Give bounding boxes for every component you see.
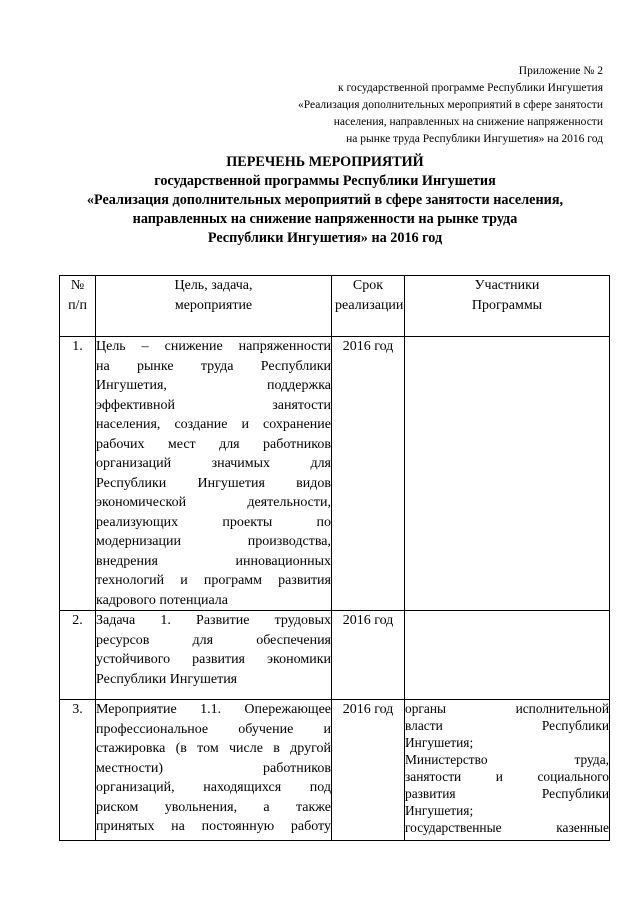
participant-line: Ингушетия; xyxy=(405,803,474,818)
goal-line: Цель – снижение напряженности xyxy=(96,339,331,354)
row-participants xyxy=(405,700,610,841)
appendix-note xyxy=(243,63,603,148)
participant-line: развития Республики xyxy=(405,786,609,801)
header-text: Цель, задача, xyxy=(174,278,253,293)
header-text: Срок xyxy=(352,278,384,293)
title-line: Республики Ингушетия» на 2016 год xyxy=(207,230,443,246)
header-text: п/п xyxy=(68,297,87,313)
goal-line: ресурсов для обеспечения xyxy=(96,632,331,648)
goal-line: модернизации производства, xyxy=(96,534,331,549)
goal-line: населения, создание и сохранение xyxy=(96,417,331,432)
goal-line: организаций, находящихся под xyxy=(96,780,331,795)
goal-line: Ингушетия, поддержка xyxy=(96,378,331,393)
header-text: Программы xyxy=(471,297,543,313)
goal-line: профессиональное обучение и xyxy=(96,721,331,737)
goal-line: рабочих мест для работников xyxy=(96,436,331,452)
title-line: ПЕРЕЧЕНЬ МЕРОПРИЯТИЙ xyxy=(226,154,424,170)
goal-line: внедрения инновационных xyxy=(96,553,331,569)
header-text: Участники xyxy=(474,278,540,293)
goal-line: Мероприятие 1.1. Опережающее xyxy=(96,702,331,717)
participant-line: власти Республики xyxy=(405,718,609,733)
row-term: 2016 год xyxy=(332,611,405,700)
goal-line: эффективной занятости xyxy=(96,397,331,413)
header-goal xyxy=(96,276,332,337)
row-term: 2016 год xyxy=(332,700,405,841)
title-line: направленных на снижение напряженности на рынке труда xyxy=(132,211,518,227)
row-term: 2016 год xyxy=(332,337,405,611)
header-term xyxy=(332,276,405,337)
goal-line: экономической деятельности, xyxy=(96,495,331,510)
goal-line: риском увольнения, а также xyxy=(96,799,331,815)
goal-line: местности) работников xyxy=(96,760,331,776)
appendix-line: Приложение № 2 xyxy=(518,65,603,77)
table-header-row xyxy=(60,276,610,337)
table-row xyxy=(60,700,610,841)
measures-table xyxy=(59,275,610,841)
participant-line: занятости и социального xyxy=(405,769,609,784)
participant-line: Ингушетия; xyxy=(405,735,474,750)
row-goal xyxy=(96,337,332,611)
appendix-line: на рынке труда Республики Ингушетия» на 2016 год xyxy=(346,133,603,145)
goal-line: стажировка (в том числе в другой xyxy=(96,741,331,756)
header-text: мероприятие xyxy=(174,297,253,313)
title-line: государственной программы Республики Ингушетия xyxy=(154,173,496,189)
table-row xyxy=(60,611,610,700)
appendix-line: к государственной программе Республики Ингушетия xyxy=(338,82,603,94)
goal-line: Республики Ингушетия видов xyxy=(96,475,331,491)
appendix-line: населения, направленных на снижение напряженности xyxy=(333,116,603,128)
row-participants xyxy=(405,611,610,700)
goal-line: Задача 1. Развитие трудовых xyxy=(96,613,331,628)
header-number xyxy=(60,276,96,337)
table-row xyxy=(60,337,610,611)
participant-line: органы исполнительной xyxy=(405,701,609,716)
goal-line: устойчивого развития экономики xyxy=(96,652,331,667)
header-text: № xyxy=(70,278,85,293)
goal-line: на рынке труда Республики xyxy=(96,358,331,374)
row-number: 3. xyxy=(60,700,96,841)
goal-line: организаций значимых для xyxy=(96,456,331,471)
goal-line: технологий и программ развития xyxy=(96,573,331,588)
header-participants xyxy=(405,276,610,337)
goal-line: Республики Ингушетия xyxy=(96,671,238,687)
participant-line: государственные казенные xyxy=(405,820,609,835)
header-text: реализации xyxy=(335,297,404,313)
row-participants xyxy=(405,337,610,611)
appendix-line: «Реализация дополнительных мероприятий в сфере занятости xyxy=(297,99,603,111)
title-line: «Реализация дополнительных мероприятий в сфере занятости населения, xyxy=(86,192,564,208)
goal-line: реализующих проекты по xyxy=(96,514,331,530)
row-goal xyxy=(96,611,332,700)
row-number: 1. xyxy=(60,337,96,611)
row-number: 2. xyxy=(60,611,96,700)
goal-line: принятых на постоянную работу xyxy=(96,819,331,834)
row-goal xyxy=(96,700,332,841)
document-title xyxy=(60,153,590,248)
participant-line: Министерство труда, xyxy=(405,752,609,767)
goal-line: кадрового потенциала xyxy=(96,592,228,608)
